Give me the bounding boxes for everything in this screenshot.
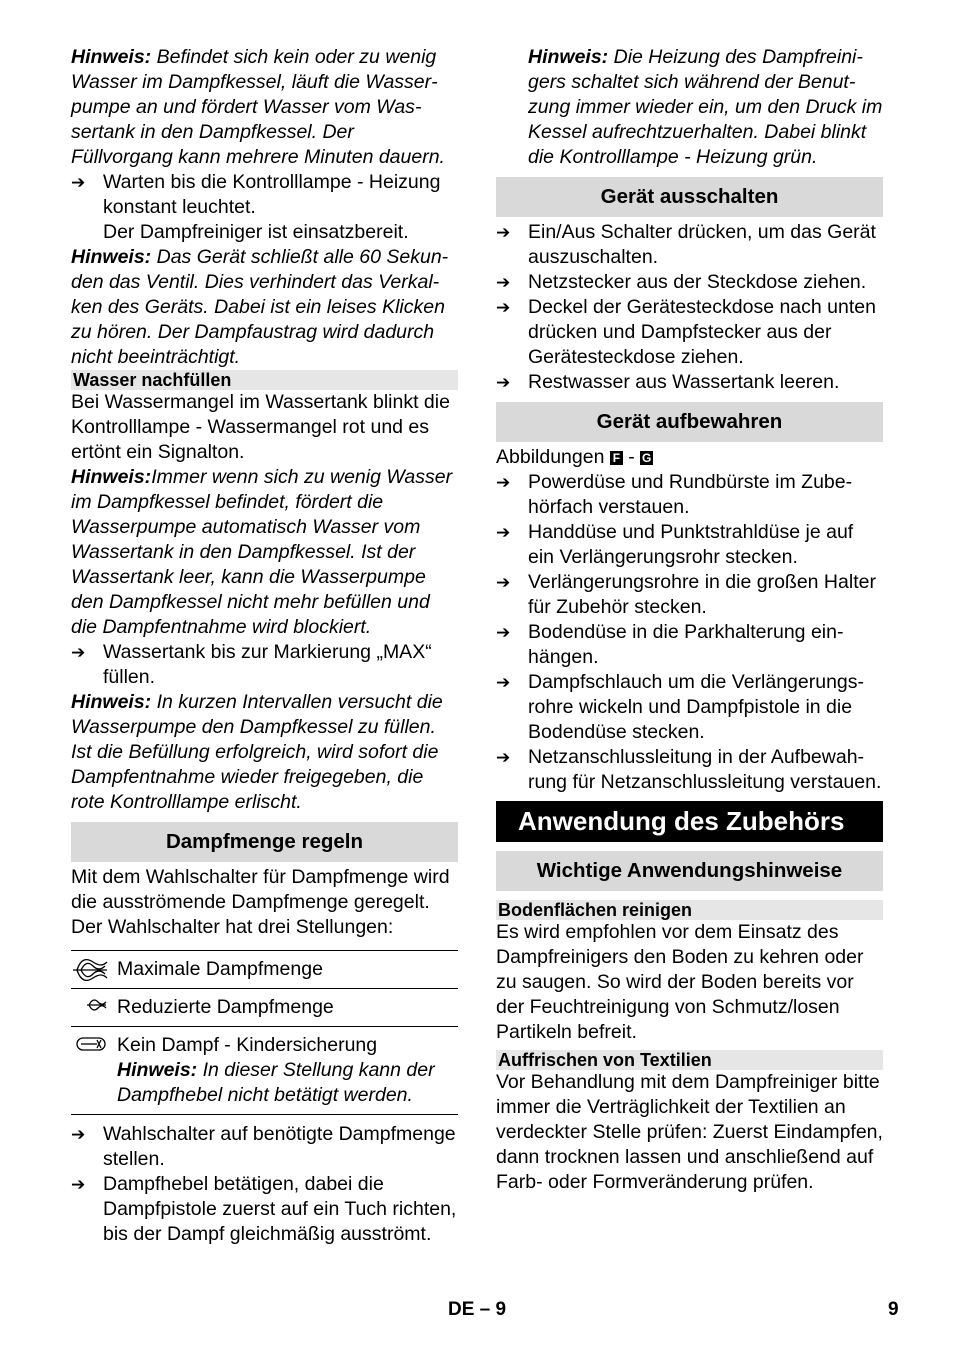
page-number: 9 xyxy=(888,1299,899,1320)
chapter-heading: Anwendung des Zubehörs xyxy=(496,801,883,842)
heading-switch-off: Gerät ausschalten xyxy=(496,177,883,217)
heading-floor-cleaning: Bodenflächen reinigen xyxy=(496,900,883,920)
heading-steam-control: Dampfmenge regeln xyxy=(71,822,458,862)
step-press-lever: ➔ Dampfhebel betätigen, dabei die Dampfpistole zuerst auf ein Tuch richten, bis der Dampf gleichmäßig ausströmt. xyxy=(71,1173,457,1245)
arrow-icon: ➔ xyxy=(496,673,511,692)
note-valve: Hinweis: Das Gerät schließt alle 60 Sekunden das Ventil. Dies verhindert das Verkalken des Geräts. Dabei ist ein leises Klicken zu hören. Der Dampfaustrag wird dadurch nicht beeinträchtigt. xyxy=(71,246,449,368)
child-lock-note: Hinweis: In dieser Stellung kann der Dampfhebel nicht betätigt werden. xyxy=(117,1059,435,1106)
list-item: ➔ Dampfschlauch um die Verlängerungsrohre wickeln und Dampfpistole in die Bodendüse stecken. xyxy=(496,671,865,743)
figure-label-f: F xyxy=(610,451,623,465)
setting-label: Reduzierte Dampfmenge xyxy=(117,989,458,1027)
right-column xyxy=(496,45,883,1195)
max-steam-icon xyxy=(71,956,111,984)
steam-setting-row xyxy=(71,1027,458,1115)
arrow-icon: ➔ xyxy=(71,1125,86,1144)
arrow-icon: ➔ xyxy=(496,473,511,492)
left-column xyxy=(71,45,458,1247)
step-wait-heating: ➔ Warten bis die Kontrolllampe - Heizung konstant leuchtet. xyxy=(71,171,441,218)
steam-setting-row xyxy=(71,951,458,989)
floor-cleaning-text: Es wird empfohlen vor dem Einsatz des Dampfreinigers den Boden zu kehren oder zu saugen. So wird der Boden bereits vor der Feuchtreinigung von Schmutz/losen Partikeln befreit. xyxy=(496,921,864,1043)
list-item: ➔ Bodendüse in die Parkhalterung einhängen. xyxy=(496,621,844,668)
list-item: ➔ Powerdüse und Rundbürste im Zubehörfach verstauen. xyxy=(496,471,853,518)
footer-section: DE – 9 xyxy=(448,1299,507,1320)
list-item: ➔ Restwasser aus Wassertank leeren. xyxy=(496,371,840,393)
arrow-icon: ➔ xyxy=(71,173,86,192)
arrow-icon: ➔ xyxy=(496,573,511,592)
heading-usage-hints: Wichtige Anwendungshinweise xyxy=(496,851,883,891)
setting-label: Kein Dampf - Kindersicherung xyxy=(117,1034,378,1056)
arrow-icon: ➔ xyxy=(71,1175,86,1194)
step-set-selector: ➔ Wahlschalter auf benötigte Dampfmenge stellen. xyxy=(71,1123,456,1170)
list-item: ➔ Ein/Aus Schalter drücken, um das Gerät auszuschalten. xyxy=(496,221,876,268)
steam-setting-row xyxy=(71,989,458,1027)
no-steam-icon xyxy=(71,1032,111,1056)
note-heating: Hinweis: Die Heizung des Dampfreinigers schaltet sich während der Benutzung immer wieder ein, um den Druck im Kessel aufrechtzuerhalten. Dabei blinkt die Kontrolllampe - Heizung grün. xyxy=(528,46,883,168)
storage-steps xyxy=(496,470,883,795)
steam-steps xyxy=(71,1122,458,1247)
setting-label: Maximale Dampfmenge xyxy=(117,951,458,989)
refill-text: Bei Wassermangel im Wassertank blinkt die Kontrolllampe - Wassermangel rot und es ertönt ein Signalton. xyxy=(71,391,450,463)
arrow-icon: ➔ xyxy=(496,623,511,642)
arrow-icon: ➔ xyxy=(496,373,511,392)
figures-reference: Abbildungen F - G xyxy=(496,446,652,468)
arrow-icon: ➔ xyxy=(496,523,511,542)
step-fill-max: ➔ Wassertank bis zur Markierung „MAX“ füllen. xyxy=(71,641,432,688)
refresh-textiles-text: Vor Behandlung mit dem Dampfreiniger bitte immer die Verträglichkeit der Textilien an verdeckter Stelle prüfen: Zuerst Eindampfen, dann trocknen lassen und anschließend auf Farb- oder Formveränderung prüfen. xyxy=(496,1071,883,1193)
note-water-fill: Hinweis: Befindet sich kein oder zu wenig Wasser im Dampfkessel, läuft die Wasserpumpe an und fördert Wasser vom Wassertank in den Dampfkessel. Der Füllvorgang kann mehrere Minuten dauern. xyxy=(71,46,445,168)
list-item: ➔ Handdüse und Punktstrahldüse je auf ein Verlängerungsrohr stecken. xyxy=(496,521,854,568)
note-water-pump: Hinweis:Immer wenn sich zu wenig Wasser im Dampfkessel befindet, fördert die Wasserpumpe automatisch Wasser vom Wassertank in den Dampfkessel. Ist der Wassertank leer, kann die Wasserpumpe den Dampfkessel nicht mehr befüllen und die Dampfentnahme wird blockiert. xyxy=(71,466,453,638)
arrow-icon: ➔ xyxy=(71,643,86,662)
arrow-icon: ➔ xyxy=(496,298,511,317)
switch-off-steps xyxy=(496,220,883,395)
arrow-icon: ➔ xyxy=(496,273,511,292)
arrow-icon: ➔ xyxy=(496,748,511,767)
heading-refill-water: Wasser nachfüllen xyxy=(71,370,458,390)
list-item: ➔ Netzstecker aus der Steckdose ziehen. xyxy=(496,271,867,293)
heading-storage: Gerät aufbewahren xyxy=(496,402,883,442)
list-item: ➔ Netzanschlussleitung in der Aufbewahrung für Netzanschlussleitung verstauen. xyxy=(496,746,882,793)
reduced-steam-icon xyxy=(71,994,111,1016)
list-item: ➔ Deckel der Gerätesteckdose nach unten drücken und Dampfstecker aus der Gerätesteckdose ziehen. xyxy=(496,296,876,368)
heading-refresh-textiles: Auffrischen von Textilien xyxy=(496,1050,883,1070)
figure-label-g: G xyxy=(642,451,652,465)
list-item: ➔ Verlängerungsrohre in die großen Halter für Zubehör stecken. xyxy=(496,571,876,618)
steam-control-text: Mit dem Wahlschalter für Dampfmenge wird die ausströmende Dampfmenge geregelt. Der Wahlschalter hat drei Stellungen: xyxy=(71,866,450,938)
note-intervals: Hinweis: In kurzen Intervallen versucht die Wasserpumpe den Dampfkessel zu füllen. Ist die Befüllung erfolgreich, wird sofort die Dampfentnahme wieder freigegeben, die rote Kontrolllampe erlischt. xyxy=(71,691,443,813)
steam-settings-table xyxy=(71,950,458,1115)
arrow-icon: ➔ xyxy=(496,223,511,242)
step-result: Der Dampfreiniger ist einsatzbereit. xyxy=(103,221,409,243)
